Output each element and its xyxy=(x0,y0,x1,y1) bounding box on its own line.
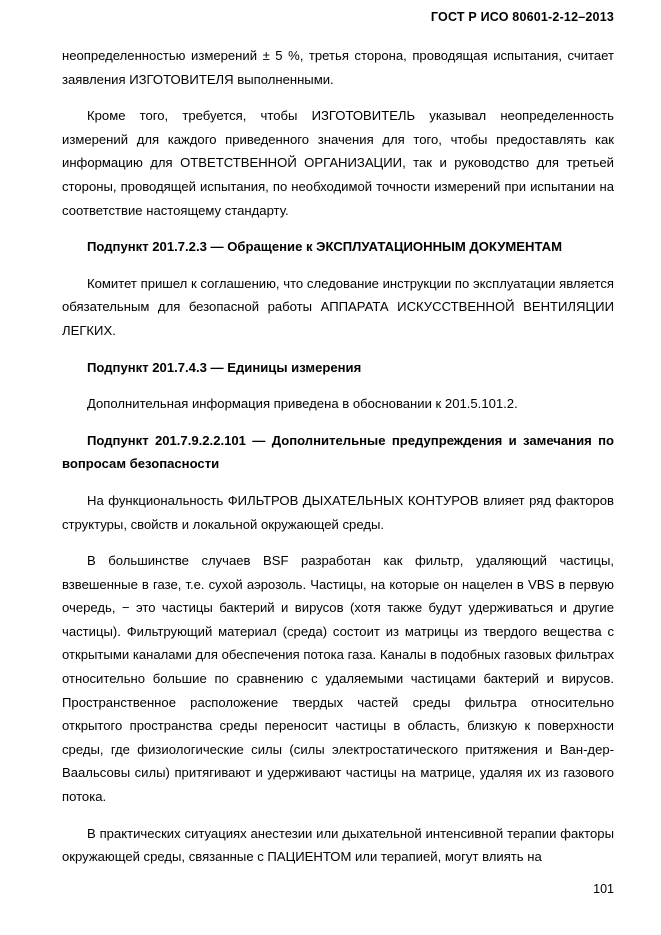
paragraph-uncertainty: Кроме того, требуется, чтобы ИЗГОТОВИТЕЛЬ указывал неопределенность измерений для каждого приведенного значения для того, чтобы предоставлять как информацию для ОТВЕТСТВЕННОЙ ОРГАНИЗАЦИИ, так и руководство для третьей стороны, проводящей испытания, по необходимой точности измерений при испытании на соответствие настоящему стандарту. xyxy=(62,108,614,218)
paragraph-continuation: неопределенностью измерений ± 5 %, третья сторона, проводящая испытания, считает заявления ИЗГОТОВИТЕЛЯ выполненными. xyxy=(62,48,614,87)
paragraph-bsf-description: В большинстве случаев BSF разработан как фильтр, удаляющий частицы, взвешенные в газе, т.е. сухой аэрозоль. Частицы, на которые он нацелен в VBS в первую очередь, − это частицы бактерий и вирусов (хотя также будут удерживаться и другие частицы). Фильтрующий материал (среда) состоит из матрицы из твердого вещества с открытыми каналами для обеспечения потока газа. Каналы в подобных газовых фильтрах относительно большие по сравнению с удаляемыми частицами бактерий и вирусов. Пространственное расположение твердых частей среды фильтра относительно открытого пространства среды переносит частицы в область, близкую к поверхности среды, где физиологические силы (силы электростатического притяжения и Ван-дер-Ваальсовы силы) притягивают и удерживают частицы на матрице, удаляя их из газового потока. xyxy=(62,553,614,805)
paragraph-filter-functionality: На функциональность ФИЛЬТРОВ ДЫХАТЕЛЬНЫХ КОНТУРОВ влияет ряд факторов структуры, свойств и локальной окружающей среды. xyxy=(62,492,614,532)
subclause-heading-201-7-2-3: Подпункт 201.7.2.3 — Обращение к ЭКСПЛУАТАЦИОННЫМ ДОКУМЕНТАМ xyxy=(87,239,563,255)
page-number: 101 xyxy=(593,882,614,896)
paragraph-units: Дополнительная информация приведена в обосновании к 201.5.101.2. xyxy=(87,396,518,412)
paragraph-instructions: Комитет пришел к соглашению, что следование инструкции по эксплуатации является обязательным для безопасной работы АППАРАТА ИСКУССТВЕННОЙ ВЕНТИЛЯЦИИ ЛЕГКИХ. xyxy=(62,275,614,338)
document-header: ГОСТ Р ИСО 80601-2-12–2013 xyxy=(430,10,614,24)
subclause-heading-201-7-9-2-2-101: Подпункт 201.7.9.2.2.101 — Дополнительные предупреждения и замечания по вопросам безопасности xyxy=(62,432,614,472)
document-body xyxy=(62,44,614,869)
subclause-heading-201-7-4-3: Подпункт 201.7.4.3 — Единицы измерения xyxy=(87,359,362,375)
paragraph-practical-situations: В практических ситуациях анестезии или дыхательной интенсивной терапии факторы окружающей среды, связанные с ПАЦИЕНТОМ или терапией, могут влиять на xyxy=(62,825,614,865)
